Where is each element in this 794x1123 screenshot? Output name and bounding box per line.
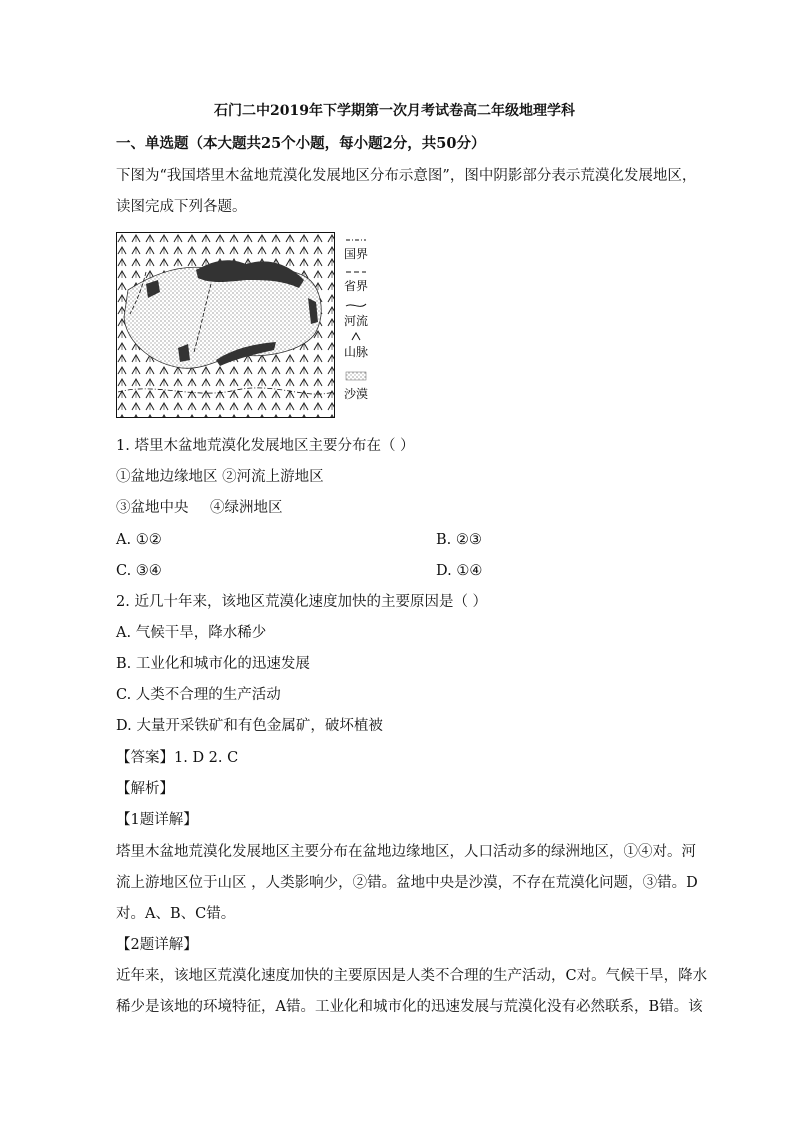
q2-option-c: C. 人类不合理的生产活动 <box>116 687 281 703</box>
detail2-line: 稀少是该地的环境特征，A错。工业化和城市化的迅速发展与荒漠化没有必然联系，B错。该 <box>116 999 703 1015</box>
detail2-label: 【2题详解】 <box>116 937 198 953</box>
section-heading: 一、单选题（本大题共25个小题，每小题2分，共50分） <box>116 135 486 152</box>
page-title: 石门二中2019年下学期第一次月考试卷高二年级地理学科 <box>214 103 575 119</box>
q2-stem: 2. 近几十年来，该地区荒漠化速度加快的主要原因是（ ） <box>116 594 488 610</box>
legend-label: 河流 <box>344 314 369 328</box>
q2-option-b: B. 工业化和城市化的迅速发展 <box>116 656 310 672</box>
detail1-label: 【1题详解】 <box>116 812 198 828</box>
q1-stem: 1. 塔里木盆地荒漠化发展地区主要分布在（ ） <box>116 438 415 454</box>
tarim-desertification-map <box>116 232 398 418</box>
q1-option-c: C. ③④ <box>116 563 162 579</box>
legend-label: 国界 <box>344 247 369 261</box>
detail2-line: 近年来，该地区荒漠化速度加快的主要原因是人类不合理的生产活动，C对。气候干旱，降水 <box>116 968 708 984</box>
intro-line-1: 下图为“我国塔里木盆地荒漠化发展地区分布示意图”，图中阴影部分表示荒漠化发展地区， <box>116 168 697 184</box>
detail1-line: 流上游地区位于山区 ，人类影响少，②错。盆地中央是沙漠，不存在荒漠化问题，③错。D <box>116 875 698 891</box>
analysis-label: 【解析】 <box>116 781 174 797</box>
q1-item-4: ④绿洲地区 <box>210 500 283 516</box>
q2-option-a: A. 气候干旱，降水稀少 <box>116 625 267 641</box>
legend-label: 省界 <box>344 279 369 293</box>
answer-line: 【答案】1. D 2. C <box>116 750 239 766</box>
legend-label: 沙漠 <box>344 387 369 401</box>
q1-items-line1: ①盆地边缘地区 ②河流上游地区 <box>116 469 324 485</box>
detail1-line: 对。A、B、C错。 <box>116 906 236 922</box>
q1-option-d: D. ①④ <box>436 563 483 579</box>
q2-option-d: D. 大量开采铁矿和有色金属矿，破坏植被 <box>116 718 383 734</box>
q1-item-3: ③盆地中央 <box>116 500 189 516</box>
q1-option-b: B. ②③ <box>436 532 482 548</box>
q1-option-a: A. ①② <box>116 532 162 548</box>
legend-label: 山脉 <box>344 345 369 359</box>
detail1-line: 塔里木盆地荒漠化发展地区主要分布在盆地边缘地区，人口活动多的绿洲地区，①④对。河 <box>116 844 696 860</box>
intro-line-2: 读图完成下列各题。 <box>116 199 247 215</box>
map-legend <box>344 240 368 401</box>
